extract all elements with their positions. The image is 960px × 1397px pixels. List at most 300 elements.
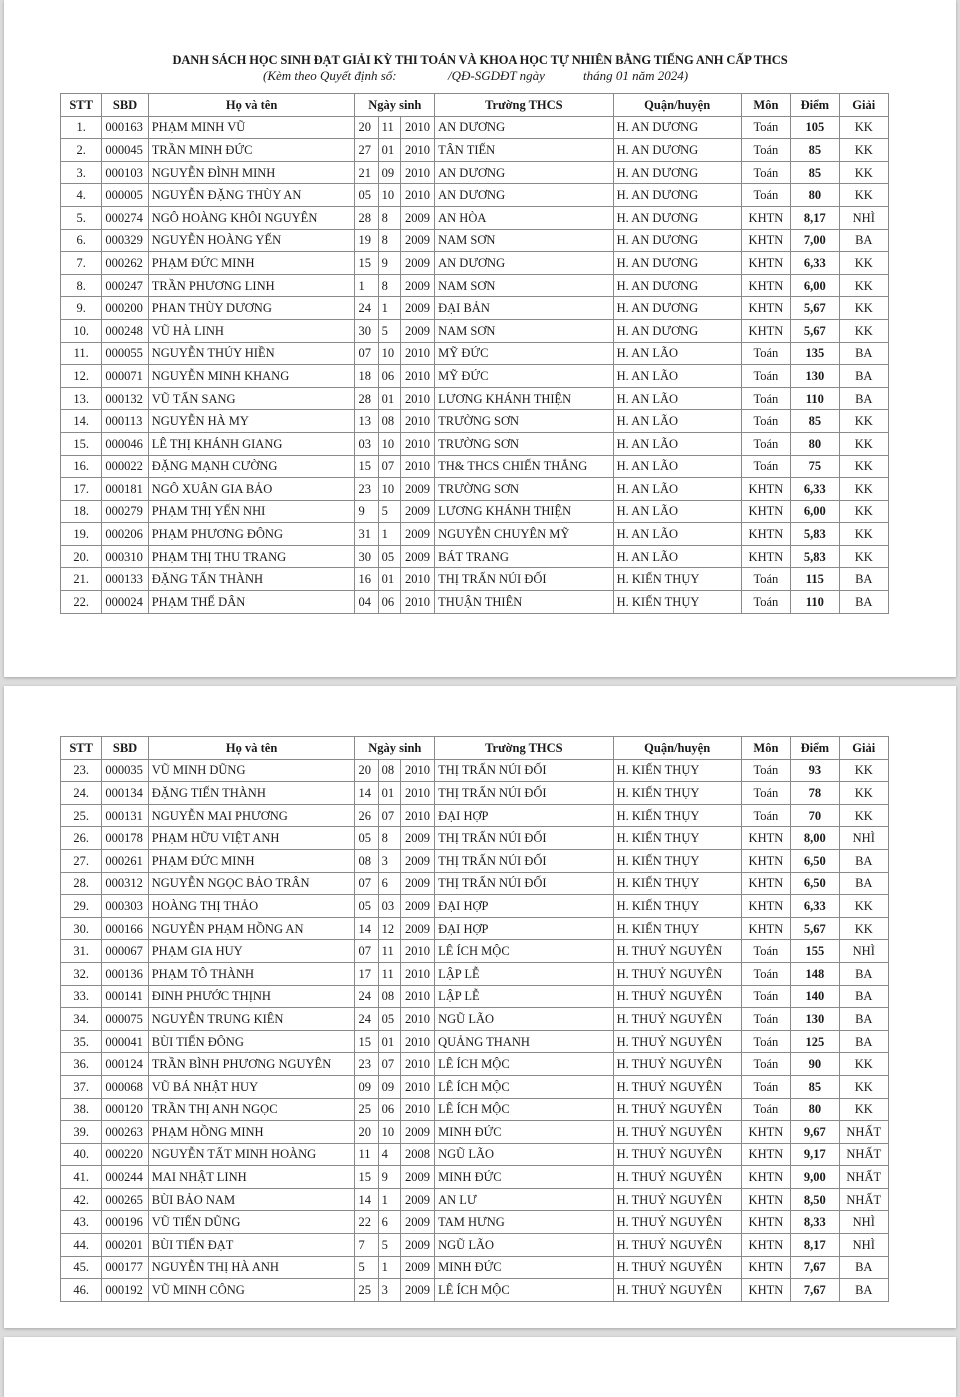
cell-award: KK [839, 782, 888, 805]
cell-sbd: 000075 [102, 1008, 148, 1031]
cell-dob-year: 2009 [400, 252, 434, 275]
cell-stt: 42. [61, 1188, 102, 1211]
cell-stt: 8. [61, 274, 102, 297]
cell-district: H. THUỶ NGUYÊN [613, 1143, 741, 1166]
cell-dob-month: 08 [378, 759, 400, 782]
cell-school: TAM HƯNG [435, 1211, 614, 1234]
table-row [61, 387, 889, 410]
cell-stt: 34. [61, 1008, 102, 1031]
cell-school: NGŨ LÃO [435, 1234, 614, 1257]
cell-score: 6,50 [791, 872, 839, 895]
cell-award: BA [839, 591, 888, 614]
cell-award: BA [839, 387, 888, 410]
cell-dob-year: 2009 [400, 500, 434, 523]
cell-subject: Toán [741, 455, 790, 478]
cell-district: H. KIẾN THỤY [613, 568, 741, 591]
cell-award: NHẤT [839, 1166, 888, 1189]
header-award: Giải [839, 737, 888, 760]
cell-school: QUẢNG THANH [435, 1030, 614, 1053]
cell-name: VŨ MINH DŨNG [148, 759, 355, 782]
cell-subject: Toán [741, 591, 790, 614]
cell-school: NGŨ LÃO [435, 1143, 614, 1166]
cell-dob-month: 5 [378, 500, 400, 523]
cell-dob-day: 07 [355, 940, 378, 963]
cell-school: THỊ TRẤN NÚI ĐỐI [435, 782, 614, 805]
cell-name: PHẠM HỮU VIỆT ANH [148, 827, 355, 850]
cell-subject: KHTN [741, 1211, 790, 1234]
cell-stt: 30. [61, 917, 102, 940]
cell-name: PHẠM HỒNG MINH [148, 1121, 355, 1144]
cell-school: LƯƠNG KHÁNH THIỆN [435, 500, 614, 523]
cell-dob-day: 28 [355, 206, 378, 229]
cell-score: 130 [791, 365, 839, 388]
table-row [61, 365, 889, 388]
header-score: Điểm [791, 94, 839, 117]
cell-score: 85 [791, 161, 839, 184]
cell-dob-year: 2010 [400, 387, 434, 410]
cell-dob-year: 2009 [400, 1121, 434, 1144]
cell-district: H. THUỶ NGUYÊN [613, 985, 741, 1008]
table-row [61, 759, 889, 782]
cell-subject: KHTN [741, 1121, 790, 1144]
cell-sbd: 000247 [102, 274, 148, 297]
cell-name: PHẠM THẾ DÂN [148, 591, 355, 614]
cell-name: NGUYỄN PHẠM HỒNG AN [148, 917, 355, 940]
cell-sbd: 000163 [102, 116, 148, 139]
cell-dob-day: 07 [355, 342, 378, 365]
cell-score: 155 [791, 940, 839, 963]
cell-dob-month: 06 [378, 365, 400, 388]
cell-name: PHẠM ĐỨC MINH [148, 252, 355, 275]
cell-dob-year: 2010 [400, 365, 434, 388]
cell-subject: KHTN [741, 827, 790, 850]
header-district: Quận/huyện [613, 737, 741, 760]
cell-sbd: 000071 [102, 365, 148, 388]
cell-school: TRƯỜNG SƠN [435, 410, 614, 433]
cell-name: PHẠM THỊ YẾN NHI [148, 500, 355, 523]
cell-district: H. AN DƯƠNG [613, 184, 741, 207]
cell-subject: KHTN [741, 206, 790, 229]
cell-dob-month: 6 [378, 872, 400, 895]
cell-school: ĐẠI HỢP [435, 917, 614, 940]
cell-subject: Toán [741, 759, 790, 782]
cell-dob-year: 2009 [400, 206, 434, 229]
cell-stt: 29. [61, 895, 102, 918]
cell-dob-year: 2009 [400, 895, 434, 918]
cell-dob-month: 8 [378, 206, 400, 229]
cell-sbd: 000200 [102, 297, 148, 320]
cell-name: PHẠM GIA HUY [148, 940, 355, 963]
table-row [61, 985, 889, 1008]
cell-name: ĐẶNG MẠNH CƯỜNG [148, 455, 355, 478]
cell-district: H. THUỶ NGUYÊN [613, 1053, 741, 1076]
subtitle-decision-code: /QĐ-SGDĐT ngày [448, 68, 545, 83]
cell-dob-year: 2009 [400, 297, 434, 320]
cell-school: LÊ ÍCH MỘC [435, 1053, 614, 1076]
cell-sbd: 000035 [102, 759, 148, 782]
cell-subject: Toán [741, 568, 790, 591]
cell-sbd: 000201 [102, 1234, 148, 1257]
cell-school: NAM SƠN [435, 229, 614, 252]
table-row [61, 252, 889, 275]
cell-award: NHÌ [839, 1211, 888, 1234]
cell-dob-day: 15 [355, 1166, 378, 1189]
results-table-page-1 [60, 93, 889, 614]
cell-score: 6,33 [791, 895, 839, 918]
cell-dob-month: 9 [378, 252, 400, 275]
cell-dob-year: 2010 [400, 591, 434, 614]
cell-score: 8,00 [791, 827, 839, 850]
cell-dob-month: 1 [378, 523, 400, 546]
cell-sbd: 000005 [102, 184, 148, 207]
cell-name: VŨ TIẾN DŨNG [148, 1211, 355, 1234]
cell-subject: Toán [741, 342, 790, 365]
cell-award: KK [839, 410, 888, 433]
cell-school: THỊ TRẤN NÚI ĐỐI [435, 759, 614, 782]
cell-stt: 15. [61, 432, 102, 455]
cell-name: TRẦN PHƯƠNG LINH [148, 274, 355, 297]
header-sbd: SBD [102, 94, 148, 117]
cell-name: NGUYỄN ĐÌNH MINH [148, 161, 355, 184]
cell-school: MỸ ĐỨC [435, 365, 614, 388]
cell-dob-day: 15 [355, 252, 378, 275]
cell-school: NGUYỄN CHUYÊN MỸ [435, 523, 614, 546]
cell-award: KK [839, 478, 888, 501]
cell-dob-year: 2009 [400, 849, 434, 872]
cell-dob-month: 1 [378, 1256, 400, 1279]
cell-dob-day: 18 [355, 365, 378, 388]
cell-dob-day: 1 [355, 274, 378, 297]
cell-dob-month: 01 [378, 387, 400, 410]
cell-score: 85 [791, 139, 839, 162]
cell-score: 8,33 [791, 1211, 839, 1234]
cell-score: 85 [791, 1075, 839, 1098]
cell-name: PHẠM THỊ THU TRANG [148, 545, 355, 568]
cell-dob-year: 2010 [400, 161, 434, 184]
cell-subject: KHTN [741, 849, 790, 872]
cell-sbd: 000136 [102, 962, 148, 985]
cell-district: H. AN DƯƠNG [613, 274, 741, 297]
cell-dob-year: 2009 [400, 319, 434, 342]
table-row [61, 1279, 889, 1302]
cell-district: H. THUỶ NGUYÊN [613, 1008, 741, 1031]
cell-dob-month: 07 [378, 804, 400, 827]
cell-dob-day: 27 [355, 139, 378, 162]
cell-stt: 46. [61, 1279, 102, 1302]
cell-district: H. AN LÃO [613, 387, 741, 410]
cell-score: 7,67 [791, 1279, 839, 1302]
cell-dob-year: 2009 [400, 229, 434, 252]
cell-name: NGUYỄN NGỌC BẢO TRÂN [148, 872, 355, 895]
cell-school: AN DƯƠNG [435, 161, 614, 184]
cell-school: TRƯỜNG SƠN [435, 432, 614, 455]
cell-school: AN DƯƠNG [435, 252, 614, 275]
cell-score: 125 [791, 1030, 839, 1053]
cell-score: 90 [791, 1053, 839, 1076]
table-row [61, 827, 889, 850]
table-row [61, 1053, 889, 1076]
cell-name: ĐẶNG TẤN THÀNH [148, 568, 355, 591]
cell-district: H. AN DƯƠNG [613, 206, 741, 229]
cell-district: H. KIẾN THỤY [613, 782, 741, 805]
cell-school: LÊ ÍCH MỘC [435, 1098, 614, 1121]
cell-stt: 11. [61, 342, 102, 365]
header-subject: Môn [741, 737, 790, 760]
cell-dob-year: 2009 [400, 1188, 434, 1211]
cell-score: 110 [791, 387, 839, 410]
table-row [61, 297, 889, 320]
cell-dob-day: 03 [355, 432, 378, 455]
cell-school: MINH ĐỨC [435, 1121, 614, 1144]
table-row [61, 274, 889, 297]
cell-award: BA [839, 568, 888, 591]
cell-award: KK [839, 184, 888, 207]
cell-district: H. AN LÃO [613, 545, 741, 568]
cell-award: NHÌ [839, 940, 888, 963]
cell-dob-month: 07 [378, 1053, 400, 1076]
table-row [61, 1075, 889, 1098]
cell-score: 148 [791, 962, 839, 985]
cell-dob-day: 11 [355, 1143, 378, 1166]
cell-dob-day: 13 [355, 410, 378, 433]
cell-name: ĐINH PHƯỚC THỊNH [148, 985, 355, 1008]
cell-district: H. THUỶ NGUYÊN [613, 1188, 741, 1211]
cell-stt: 40. [61, 1143, 102, 1166]
cell-dob-day: 07 [355, 872, 378, 895]
cell-school: TRƯỜNG SƠN [435, 478, 614, 501]
cell-district: H. KIẾN THỤY [613, 917, 741, 940]
cell-dob-day: 14 [355, 917, 378, 940]
cell-score: 70 [791, 804, 839, 827]
table-header-row [61, 737, 889, 760]
cell-dob-month: 10 [378, 184, 400, 207]
cell-district: H. THUỶ NGUYÊN [613, 1234, 741, 1257]
cell-district: H. THUỶ NGUYÊN [613, 940, 741, 963]
table-row [61, 1008, 889, 1031]
cell-award: KK [839, 804, 888, 827]
cell-sbd: 000196 [102, 1211, 148, 1234]
cell-sbd: 000067 [102, 940, 148, 963]
cell-dob-month: 1 [378, 1188, 400, 1211]
cell-stt: 23. [61, 759, 102, 782]
cell-stt: 35. [61, 1030, 102, 1053]
cell-score: 5,67 [791, 917, 839, 940]
cell-score: 8,17 [791, 206, 839, 229]
cell-dob-month: 3 [378, 1279, 400, 1302]
cell-dob-day: 05 [355, 895, 378, 918]
cell-dob-day: 14 [355, 1188, 378, 1211]
cell-award: KK [839, 252, 888, 275]
cell-dob-day: 08 [355, 849, 378, 872]
cell-name: NGÔ XUÂN GIA BẢO [148, 478, 355, 501]
cell-name: NGUYỄN HÀ MY [148, 410, 355, 433]
table-row [61, 1098, 889, 1121]
cell-subject: Toán [741, 804, 790, 827]
cell-award: NHÌ [839, 827, 888, 850]
cell-dob-year: 2010 [400, 432, 434, 455]
cell-name: PHẠM ĐỨC MINH [148, 849, 355, 872]
header-score: Điểm [791, 737, 839, 760]
cell-dob-day: 16 [355, 568, 378, 591]
cell-dob-day: 28 [355, 387, 378, 410]
cell-stt: 28. [61, 872, 102, 895]
cell-stt: 19. [61, 523, 102, 546]
cell-dob-day: 9 [355, 500, 378, 523]
cell-school: ĐẠI BẢN [435, 297, 614, 320]
header-name: Họ và tên [148, 737, 355, 760]
cell-district: H. AN DƯƠNG [613, 319, 741, 342]
cell-award: KK [839, 432, 888, 455]
cell-name: VŨ BÁ NHẬT HUY [148, 1075, 355, 1098]
cell-dob-year: 2009 [400, 1234, 434, 1257]
table-row [61, 591, 889, 614]
cell-dob-month: 03 [378, 895, 400, 918]
table-row [61, 206, 889, 229]
table-row [61, 895, 889, 918]
cell-school: MINH ĐỨC [435, 1256, 614, 1279]
cell-dob-month: 01 [378, 139, 400, 162]
cell-district: H. THUỶ NGUYÊN [613, 1256, 741, 1279]
cell-name: ĐẶNG TIẾN THÀNH [148, 782, 355, 805]
cell-district: H. KIẾN THỤY [613, 895, 741, 918]
cell-score: 115 [791, 568, 839, 591]
cell-subject: KHTN [741, 319, 790, 342]
cell-name: PHẠM TÔ THÀNH [148, 962, 355, 985]
cell-award: NHẤT [839, 1188, 888, 1211]
cell-name: NGUYỄN MAI PHƯƠNG [148, 804, 355, 827]
cell-stt: 38. [61, 1098, 102, 1121]
cell-dob-year: 2009 [400, 1256, 434, 1279]
cell-district: H. AN DƯƠNG [613, 161, 741, 184]
cell-sbd: 000265 [102, 1188, 148, 1211]
cell-name: NGÔ HOÀNG KHÔI NGUYÊN [148, 206, 355, 229]
cell-school: ĐẠI HỢP [435, 895, 614, 918]
cell-subject: KHTN [741, 917, 790, 940]
cell-sbd: 000248 [102, 319, 148, 342]
cell-award: KK [839, 917, 888, 940]
cell-dob-year: 2009 [400, 1211, 434, 1234]
cell-stt: 31. [61, 940, 102, 963]
table-row [61, 917, 889, 940]
cell-sbd: 000274 [102, 206, 148, 229]
cell-award: BA [839, 229, 888, 252]
cell-dob-month: 09 [378, 1075, 400, 1098]
cell-dob-year: 2010 [400, 962, 434, 985]
cell-score: 105 [791, 116, 839, 139]
cell-district: H. AN DƯƠNG [613, 116, 741, 139]
table-row [61, 1121, 889, 1144]
cell-score: 8,50 [791, 1188, 839, 1211]
cell-district: H. KIẾN THỤY [613, 827, 741, 850]
cell-award: KK [839, 139, 888, 162]
cell-stt: 12. [61, 365, 102, 388]
cell-stt: 33. [61, 985, 102, 1008]
cell-name: BÙI TIẾN ĐẠT [148, 1234, 355, 1257]
cell-district: H. KIẾN THỤY [613, 804, 741, 827]
cell-dob-year: 2010 [400, 1030, 434, 1053]
cell-school: AN DƯƠNG [435, 184, 614, 207]
cell-name: MAI NHẬT LINH [148, 1166, 355, 1189]
cell-dob-month: 07 [378, 455, 400, 478]
cell-dob-year: 2009 [400, 523, 434, 546]
cell-dob-month: 10 [378, 432, 400, 455]
cell-subject: KHTN [741, 1166, 790, 1189]
cell-stt: 39. [61, 1121, 102, 1144]
header-district: Quận/huyện [613, 94, 741, 117]
cell-dob-year: 2009 [400, 917, 434, 940]
cell-dob-year: 2010 [400, 410, 434, 433]
cell-school: MỸ ĐỨC [435, 342, 614, 365]
table-row [61, 161, 889, 184]
cell-stt: 32. [61, 962, 102, 985]
cell-score: 5,67 [791, 297, 839, 320]
cell-dob-month: 11 [378, 116, 400, 139]
cell-dob-year: 2010 [400, 184, 434, 207]
cell-score: 6,33 [791, 478, 839, 501]
cell-dob-year: 2010 [400, 568, 434, 591]
cell-score: 9,17 [791, 1143, 839, 1166]
header-sbd: SBD [102, 737, 148, 760]
cell-dob-month: 01 [378, 568, 400, 591]
cell-stt: 26. [61, 827, 102, 850]
cell-stt: 2. [61, 139, 102, 162]
cell-award: KK [839, 1075, 888, 1098]
table-row [61, 782, 889, 805]
cell-subject: Toán [741, 1008, 790, 1031]
cell-subject: KHTN [741, 523, 790, 546]
table-header-row [61, 94, 889, 117]
cell-stt: 20. [61, 545, 102, 568]
cell-sbd: 000263 [102, 1121, 148, 1144]
cell-sbd: 000166 [102, 917, 148, 940]
cell-score: 75 [791, 455, 839, 478]
cell-school: LƯƠNG KHÁNH THIỆN [435, 387, 614, 410]
cell-stt: 5. [61, 206, 102, 229]
cell-dob-year: 2010 [400, 1098, 434, 1121]
cell-dob-day: 7 [355, 1234, 378, 1257]
table-row [61, 962, 889, 985]
cell-dob-day: 20 [355, 1121, 378, 1144]
cell-name: PHẠM MINH VŨ [148, 116, 355, 139]
cell-name: BÙI BẢO NAM [148, 1188, 355, 1211]
cell-dob-year: 2010 [400, 985, 434, 1008]
cell-dob-day: 05 [355, 827, 378, 850]
cell-stt: 36. [61, 1053, 102, 1076]
header-stt: STT [61, 94, 102, 117]
cell-subject: KHTN [741, 1279, 790, 1302]
cell-dob-year: 2010 [400, 940, 434, 963]
cell-score: 110 [791, 591, 839, 614]
header-subject: Môn [741, 94, 790, 117]
cell-score: 80 [791, 1098, 839, 1121]
table-row [61, 478, 889, 501]
cell-dob-day: 15 [355, 1030, 378, 1053]
cell-dob-year: 2010 [400, 782, 434, 805]
cell-school: THỊ TRẤN NÚI ĐỐI [435, 849, 614, 872]
cell-dob-month: 5 [378, 1234, 400, 1257]
cell-dob-month: 09 [378, 161, 400, 184]
cell-dob-month: 08 [378, 410, 400, 433]
cell-subject: KHTN [741, 500, 790, 523]
cell-award: KK [839, 545, 888, 568]
cell-sbd: 000068 [102, 1075, 148, 1098]
cell-dob-month: 8 [378, 827, 400, 850]
cell-stt: 18. [61, 500, 102, 523]
cell-district: H. THUỶ NGUYÊN [613, 1030, 741, 1053]
cell-score: 7,00 [791, 229, 839, 252]
cell-dob-day: 15 [355, 455, 378, 478]
cell-dob-month: 9 [378, 1166, 400, 1189]
